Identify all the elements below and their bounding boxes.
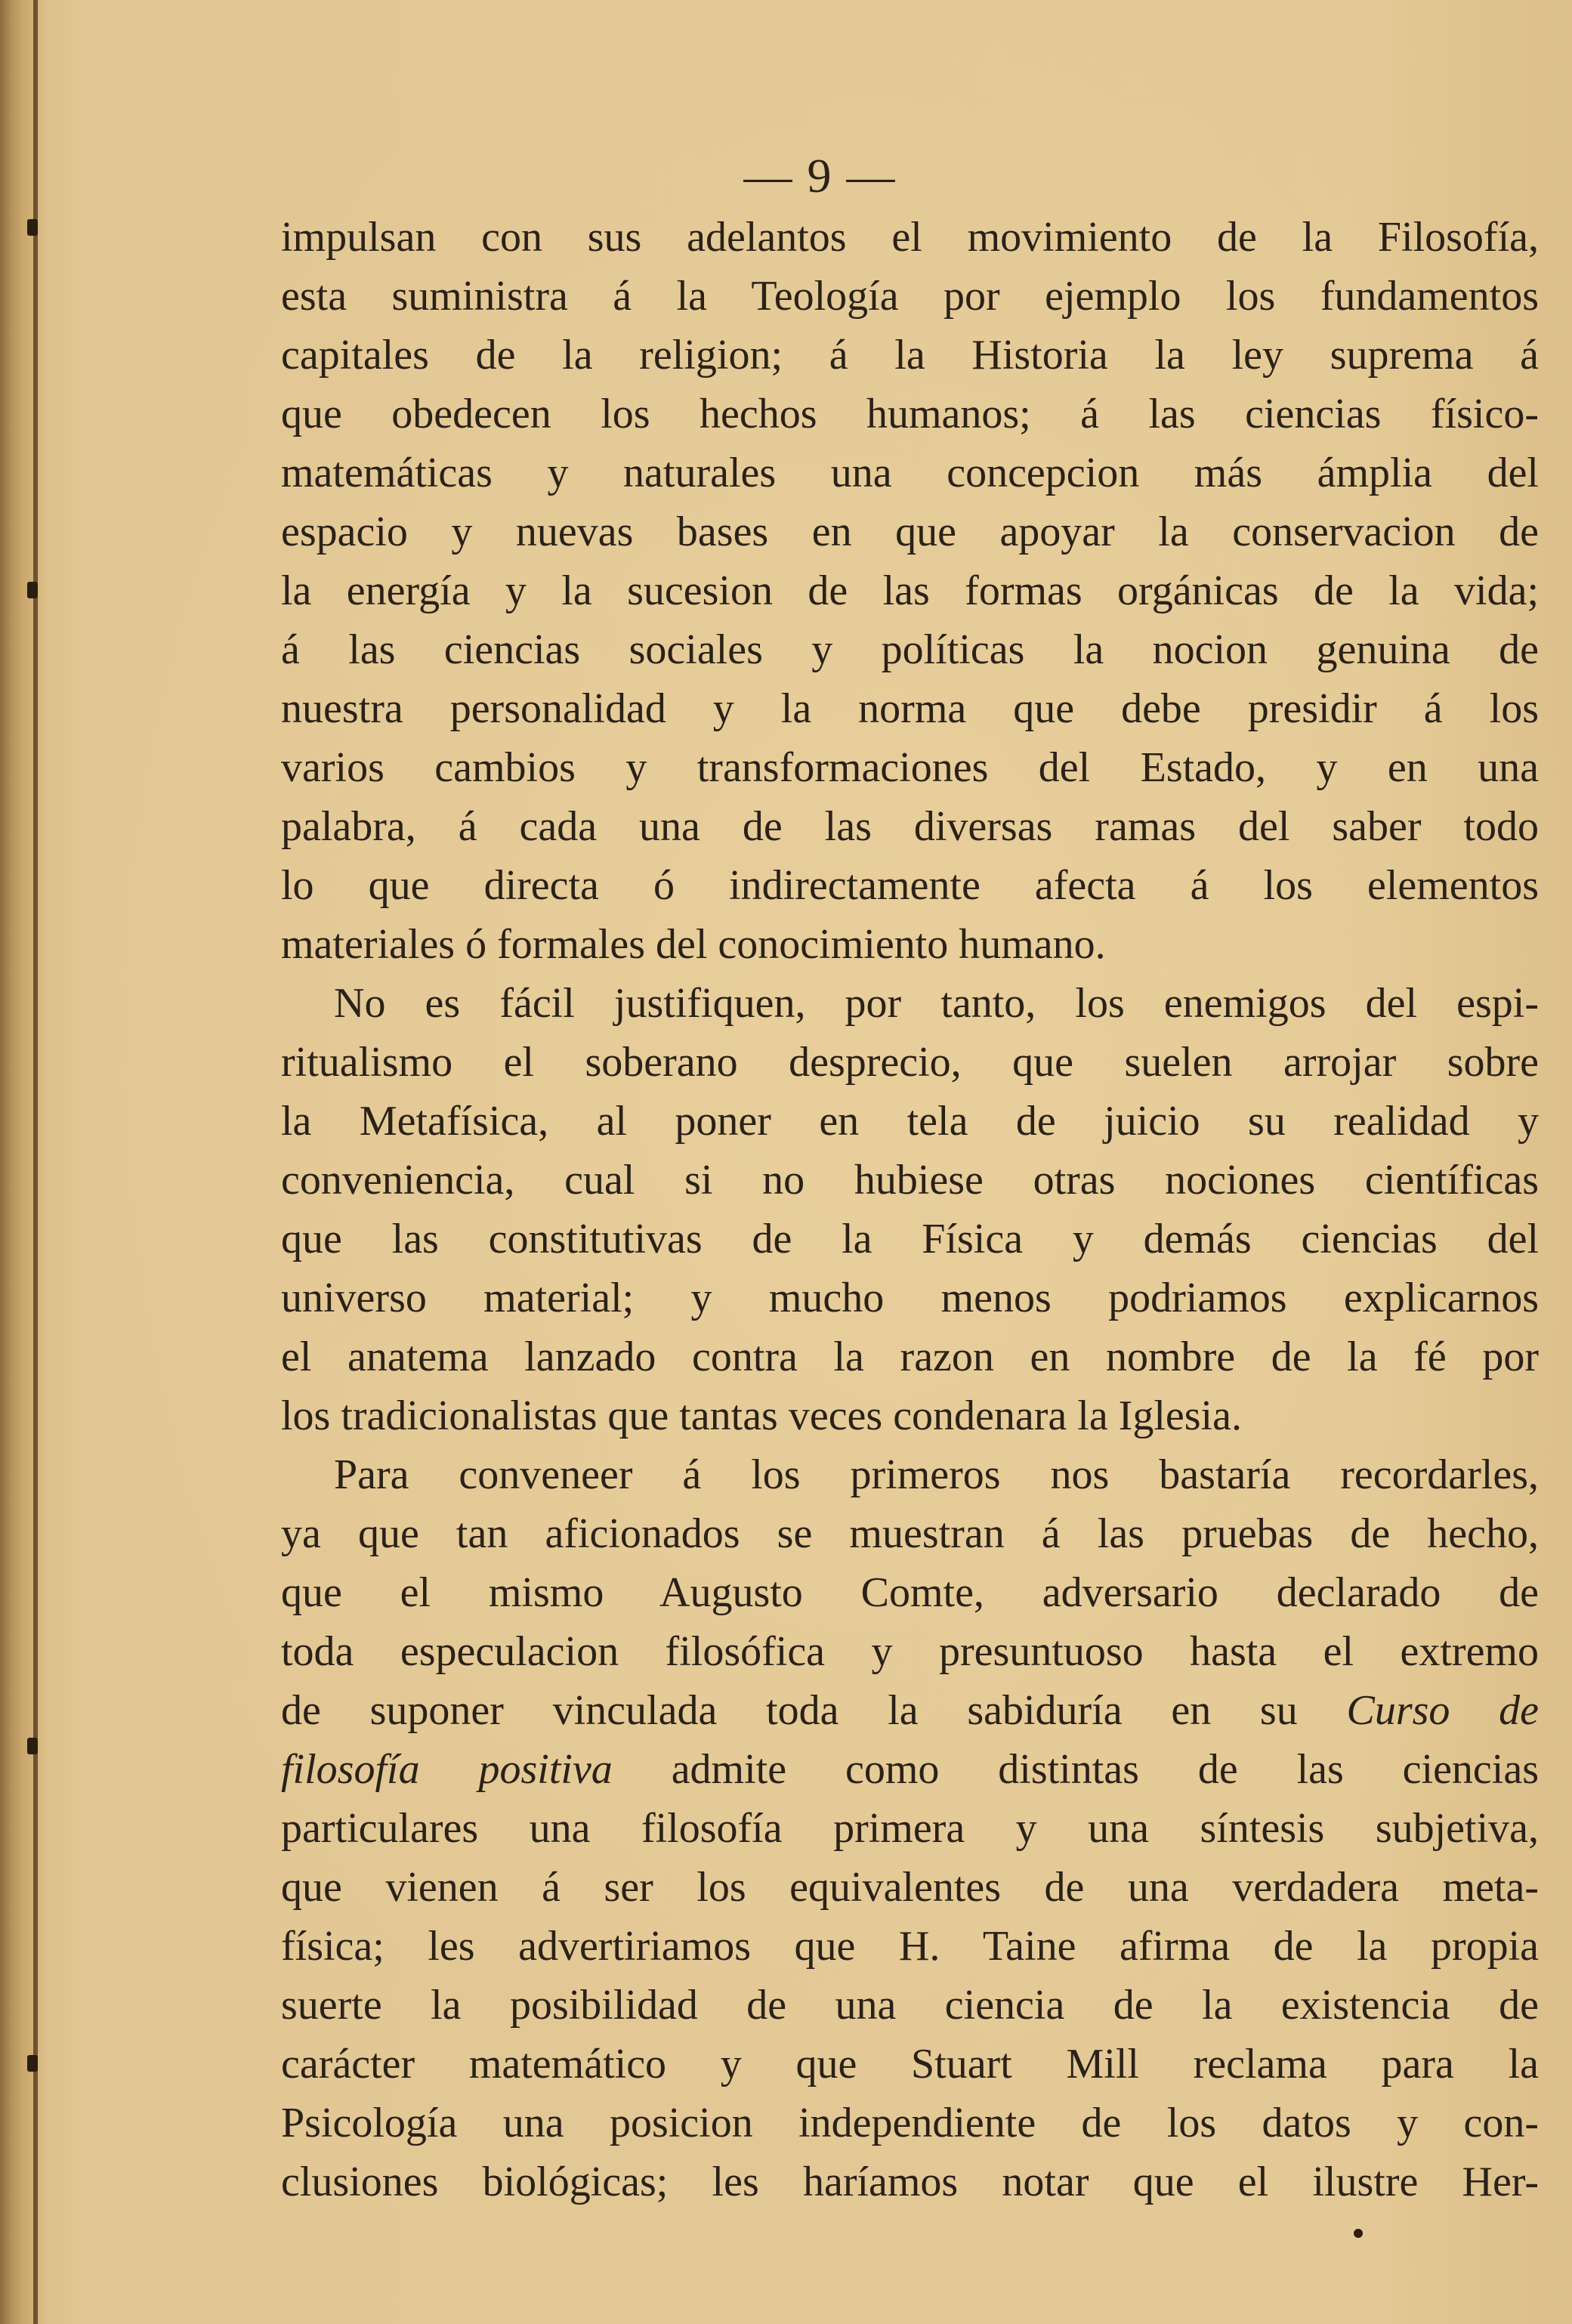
text-line: [281, 1681, 1539, 1740]
text-line: capitales de la religion; á la Historia la ley suprema á: [281, 332, 1539, 379]
binding-mark: [27, 582, 38, 598]
page-number: — 9 —: [743, 149, 897, 202]
binding-edge: [0, 0, 48, 2324]
text-span: de suponer vinculada toda la sabiduría en su: [281, 1687, 1298, 1734]
text-span: admite como distintas de las ciencias: [671, 1746, 1539, 1793]
text-line: universo material; y mucho menos podriamos explicarnos: [281, 1275, 1539, 1321]
text-line: ya que tan aficionados se muestran á las pruebas de hecho,: [281, 1510, 1539, 1557]
text-line: varios cambios y transformaciones del Estado, y en una: [281, 744, 1539, 791]
binding-mark: [27, 1738, 38, 1754]
text-line: palabra, á cada una de las diversas ramas del saber todo: [281, 803, 1539, 850]
paragraph-start-line: No es fácil justifiquen, por tanto, los enemigos del espi-: [334, 980, 1539, 1027]
binding-line: [33, 0, 38, 2324]
paragraph-start-line: Para conveneer á los primeros nos bastaría recordarles,: [334, 1451, 1539, 1498]
text-line: toda especulacion filosófica y presuntuoso hasta el extremo: [281, 1628, 1539, 1675]
italic-book-title: filosofía positiva: [281, 1746, 613, 1793]
text-line: ritualismo el soberano desprecio, que suelen arrojar sobre: [281, 1039, 1539, 1086]
text-line: matemáticas y naturales una concepcion más ámplia del: [281, 450, 1539, 496]
text-line: el anatema lanzado contra la razon en nombre de la fé por: [281, 1334, 1539, 1380]
text-line: suerte la posibilidad de una ciencia de la existencia de: [281, 1982, 1539, 2029]
text-line: espacio y nuevas bases en que apoyar la conservacion de: [281, 508, 1539, 555]
text-line: á las ciencias sociales y políticas la nocion genuina de: [281, 626, 1539, 673]
italic-book-title: Curso de: [1346, 1687, 1539, 1734]
text-line: particulares una filosofía primera y una síntesis subjetiva,: [281, 1805, 1539, 1852]
text-line: [281, 1740, 1539, 1799]
text-line: clusiones biológicas; les haríamos notar que el ilustre Her-: [281, 2159, 1539, 2205]
text-line: física; les advertiriamos que H. Taine afirma de la propia: [281, 1923, 1539, 1970]
text-line: que el mismo Augusto Comte, adversario declarado de: [281, 1569, 1539, 1616]
text-line: la energía y la sucesion de las formas orgánicas de la vida;: [281, 567, 1539, 614]
text-line: que obedecen los hechos humanos; á las ciencias físico-: [281, 391, 1539, 437]
text-line: lo que directa ó indirectamente afecta á los elementos: [281, 862, 1539, 909]
text-line: conveniencia, cual si no hubiese otras nociones científicas: [281, 1157, 1539, 1204]
text-line: que las constitutivas de la Física y demás ciencias del: [281, 1216, 1539, 1262]
binding-mark: [27, 219, 38, 236]
text-line: nuestra personalidad y la norma que debe presidir á los: [281, 685, 1539, 732]
text-line: la Metafísica, al poner en tela de juicio su realidad y: [281, 1098, 1539, 1145]
binding-mark: [27, 2055, 38, 2072]
text-line: Psicología una posicion independiente de los datos y con-: [281, 2100, 1539, 2146]
ink-speck: [1354, 2229, 1363, 2238]
text-line: carácter matemático y que Stuart Mill reclama para la: [281, 2041, 1539, 2088]
body-text: [281, 208, 1539, 2211]
text-line: materiales ó formales del conocimiento humano.: [281, 921, 1106, 968]
text-line: esta suministra á la Teología por ejemplo los fundamentos: [281, 273, 1539, 320]
text-line: impulsan con sus adelantos el movimiento de la Filosofía,: [281, 214, 1539, 261]
text-line: los tradicionalistas que tantas veces condenara la Iglesia.: [281, 1392, 1242, 1439]
text-line: que vienen á ser los equivalentes de una verdadera meta-: [281, 1864, 1539, 1911]
